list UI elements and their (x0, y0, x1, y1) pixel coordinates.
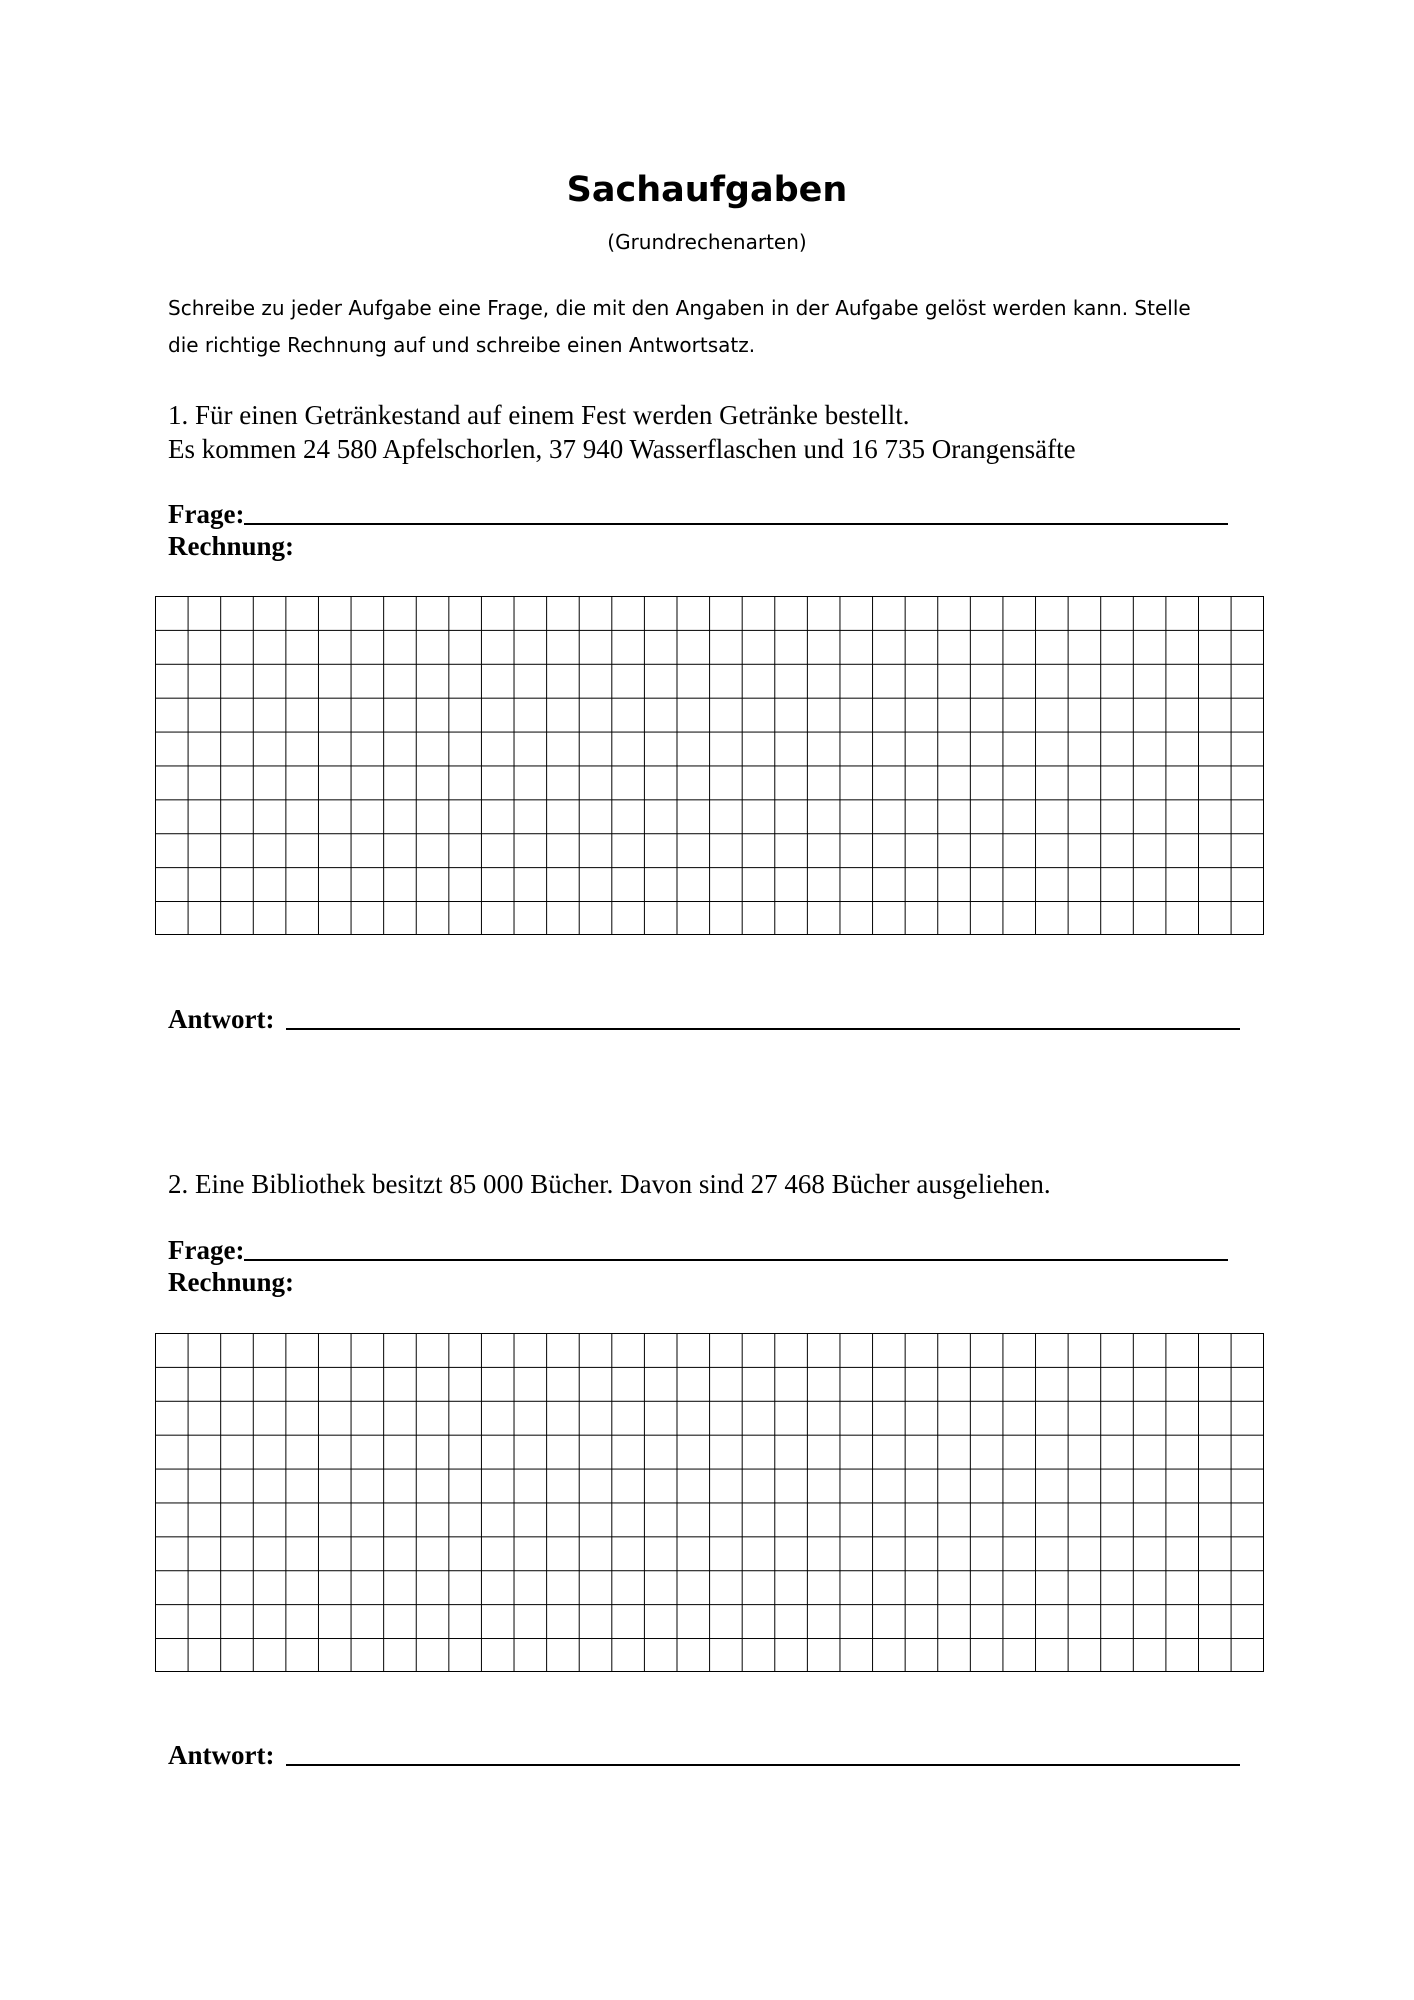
instructions-line: Schreibe zu jeder Aufgabe eine Frage, die mit den Angaben in der Aufgabe gelöst werden kann. Stelle (168, 296, 1191, 320)
task-1-line: 1. Für einen Getränkestand auf einem Fest werden Getränke bestellt. (168, 400, 910, 430)
task-1-line: Es kommen 24 580 Apfelschorlen, 37 940 Wasserflaschen und 16 735 Orangensäfte (168, 434, 1076, 464)
question-label: Frage: (168, 499, 245, 529)
task-1-question (168, 497, 1228, 531)
question-write-line[interactable] (244, 1233, 1228, 1261)
task-1-text (168, 398, 1268, 466)
page-subtitle: (Grundrechenarten) (607, 230, 807, 254)
answer-label: Antwort: (168, 1004, 275, 1034)
task-1-answer (168, 1002, 1240, 1036)
question-label: Frage: (168, 1235, 245, 1265)
task-2-answer (168, 1738, 1240, 1772)
answer-label: Antwort: (168, 1740, 275, 1770)
task-2-line: 2. Eine Bibliothek besitzt 85 000 Bücher. Davon sind 27 468 Bücher ausgeliehen. (168, 1169, 1051, 1199)
question-write-line[interactable] (244, 497, 1228, 525)
task-1-calculation-label: Rechnung: (168, 531, 295, 561)
task-2-question (168, 1233, 1228, 1267)
task-1-calculation-grid[interactable] (155, 596, 1264, 935)
instructions-line: die richtige Rechnung auf und schreibe einen Antwortsatz. (168, 333, 756, 357)
page-title: Sachaufgaben (566, 170, 848, 210)
task-2-text (168, 1167, 1268, 1201)
task-2-calculation-grid[interactable] (155, 1333, 1264, 1672)
answer-write-line[interactable] (286, 1002, 1240, 1030)
answer-write-line[interactable] (286, 1738, 1240, 1766)
instructions (168, 290, 1258, 364)
task-2-calculation-label: Rechnung: (168, 1267, 295, 1297)
